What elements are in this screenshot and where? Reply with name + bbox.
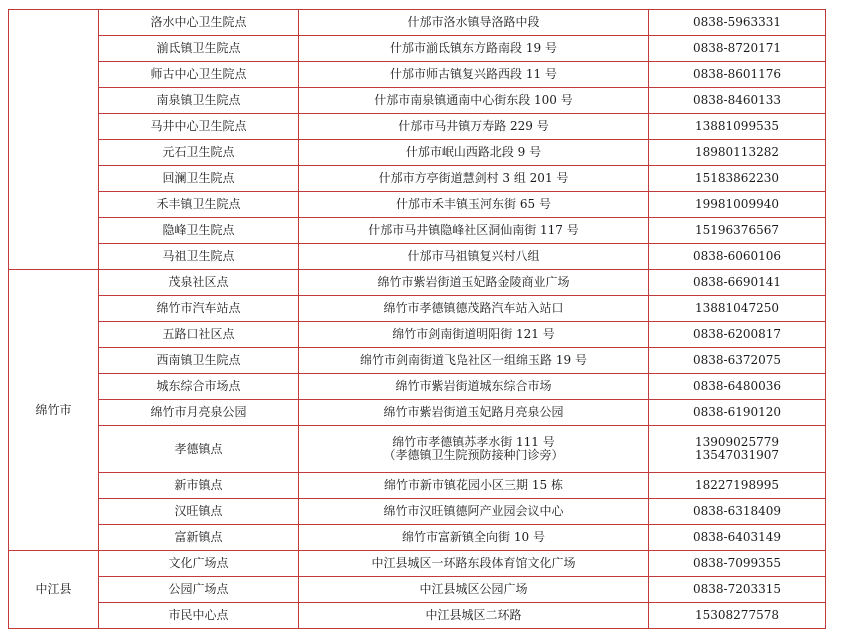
address-cell (299, 270, 649, 296)
site-name-cell: 孝德镇点 (99, 426, 299, 473)
site-name-cell: 湔氐镇卫生院点 (99, 36, 299, 62)
table-row (9, 525, 826, 551)
phone-number: 13881047250 (695, 301, 779, 315)
table-row (9, 218, 826, 244)
address-line: 绵竹市富新镇全向街 10 号 (402, 530, 545, 544)
address-line: 什邡市湔氐镇东方路南段 19 号 (390, 41, 557, 55)
address-cell (299, 62, 649, 88)
site-name-cell: 绵竹市月亮泉公园 (99, 400, 299, 426)
table-row (9, 577, 826, 603)
table-row (9, 166, 826, 192)
city-cell: 中江县 (9, 551, 99, 629)
phone-number: 18227198995 (695, 478, 779, 492)
site-name-cell: 茂泉社区点 (99, 270, 299, 296)
phone-cell (649, 499, 826, 525)
site-name-cell: 五路口社区点 (99, 322, 299, 348)
phone-number: 13547031907 (695, 448, 779, 462)
address-cell (299, 577, 649, 603)
table-row (9, 114, 826, 140)
address-line: 绵竹市剑南街道飞凫社区一组绵玉路 19 号 (360, 353, 587, 367)
address-cell (299, 10, 649, 36)
city-cell: 绵竹市 (9, 270, 99, 551)
address-cell (299, 296, 649, 322)
address-line: 什邡市禾丰镇玉河东街 65 号 (396, 197, 551, 211)
address-line: 中江县城区一环路东段体育馆文化广场 (371, 556, 576, 570)
phone-cell (649, 218, 826, 244)
phone-cell (649, 577, 826, 603)
address-cell (299, 426, 649, 473)
phone-number: 15183862230 (695, 171, 779, 185)
table-row (9, 62, 826, 88)
table-row (9, 140, 826, 166)
phone-number: 15196376567 (695, 223, 779, 237)
address-line: 绵竹市紫岩街道城东综合市场 (395, 379, 552, 393)
site-name-cell: 禾丰镇卫生院点 (99, 192, 299, 218)
address-line: 绵竹市紫岩街道玉妃路月亮泉公园 (383, 405, 564, 419)
table-row (9, 322, 826, 348)
table-row (9, 10, 826, 36)
address-cell (299, 348, 649, 374)
phone-number: 0838-6060106 (692, 249, 782, 263)
phone-number: 0838-7203315 (692, 582, 782, 596)
table-row (9, 551, 826, 577)
phone-cell (649, 114, 826, 140)
phone-cell (649, 473, 826, 499)
phone-cell (649, 62, 826, 88)
phone-cell (649, 374, 826, 400)
phone-number: 18980113282 (695, 145, 779, 159)
phone-number: 0838-6403149 (692, 530, 782, 544)
address-cell (299, 88, 649, 114)
table-row (9, 192, 826, 218)
phone-cell (649, 166, 826, 192)
phone-number: 0838-6190120 (692, 405, 782, 419)
address-cell (299, 114, 649, 140)
site-name-cell: 市民中心点 (99, 603, 299, 629)
phone-number: 0838-5963331 (692, 15, 782, 29)
address-line: 绵竹市紫岩街道玉妃路金陵商业广场 (377, 275, 570, 289)
address-cell (299, 140, 649, 166)
site-name-cell: 洛水中心卫生院点 (99, 10, 299, 36)
address-line: 中江县城区公园广场 (419, 582, 528, 596)
phone-number: 0838-7099355 (692, 556, 782, 570)
phone-number: 0838-6690141 (692, 275, 782, 289)
phone-number: 0838-6318409 (692, 504, 782, 518)
phone-cell (649, 426, 826, 473)
address-cell (299, 218, 649, 244)
table-row (9, 348, 826, 374)
phone-cell (649, 551, 826, 577)
address-cell (299, 525, 649, 551)
table-row (9, 473, 826, 499)
site-name-cell: 富新镇点 (99, 525, 299, 551)
phone-number: 0838-8460133 (692, 93, 782, 107)
table-body (9, 10, 826, 629)
phone-cell (649, 36, 826, 62)
site-name-cell: 南泉镇卫生院点 (99, 88, 299, 114)
phone-number: 0838-6200817 (692, 327, 782, 341)
address-cell (299, 244, 649, 270)
phone-cell (649, 400, 826, 426)
phone-number: 0838-6480036 (692, 379, 782, 393)
address-line: 什邡市马井镇万寿路 229 号 (398, 119, 549, 133)
table-row (9, 270, 826, 296)
site-name-cell: 马井中心卫生院点 (99, 114, 299, 140)
address-line: 什邡市马井镇隐峰社区洞仙南街 117 号 (368, 223, 579, 237)
phone-number: 19981009940 (695, 197, 779, 211)
address-line: 绵竹市孝德镇德茂路汽车站入站口 (383, 301, 564, 315)
address-line: 什邡市师古镇复兴路西段 11 号 (390, 67, 557, 81)
site-name-cell: 西南镇卫生院点 (99, 348, 299, 374)
address-cell (299, 400, 649, 426)
phone-cell (649, 603, 826, 629)
phone-cell (649, 88, 826, 114)
site-name-cell: 城东综合市场点 (99, 374, 299, 400)
phone-cell (649, 525, 826, 551)
phone-cell (649, 348, 826, 374)
address-line: 绵竹市新市镇花园小区三期 15 栋 (384, 478, 563, 492)
site-name-cell: 元石卫生院点 (99, 140, 299, 166)
phone-number: 0838-6372075 (692, 353, 782, 367)
phone-cell (649, 10, 826, 36)
vaccination-sites-table (8, 9, 826, 629)
site-name-cell: 回澜卫生院点 (99, 166, 299, 192)
phone-number: 15308277578 (695, 608, 779, 622)
address-cell (299, 322, 649, 348)
address-cell (299, 166, 649, 192)
address-cell (299, 603, 649, 629)
phone-cell (649, 192, 826, 218)
site-name-cell: 师古中心卫生院点 (99, 62, 299, 88)
address-line: （孝德镇卫生院预防接种门诊旁） (383, 448, 564, 462)
table-row (9, 88, 826, 114)
address-cell (299, 374, 649, 400)
address-cell (299, 473, 649, 499)
address-cell (299, 192, 649, 218)
phone-number: 0838-8720171 (692, 41, 782, 55)
address-line: 什邡市洛水镇导洛路中段 (407, 15, 540, 29)
table-row (9, 296, 826, 322)
address-line: 什邡市南泉镇通南中心街东段 100 号 (374, 93, 573, 107)
table-row (9, 244, 826, 270)
phone-number: 0838-8601176 (692, 67, 782, 81)
phone-cell (649, 140, 826, 166)
address-cell (299, 551, 649, 577)
address-line: 什邡市岷山西路北段 9 号 (405, 145, 542, 159)
site-name-cell: 绵竹市汽车站点 (99, 296, 299, 322)
address-line: 什邡市方亭街道慧剑村 3 组 201 号 (378, 171, 569, 185)
table-row (9, 36, 826, 62)
address-cell (299, 499, 649, 525)
table-row (9, 603, 826, 629)
table-row (9, 400, 826, 426)
address-line: 什邡市马祖镇复兴村八组 (407, 249, 540, 263)
address-line: 绵竹市汉旺镇德阿产业园会议中心 (383, 504, 564, 518)
site-name-cell: 隐峰卫生院点 (99, 218, 299, 244)
phone-cell (649, 296, 826, 322)
phone-cell (649, 322, 826, 348)
table-row (9, 374, 826, 400)
phone-cell (649, 270, 826, 296)
table-row (9, 499, 826, 525)
site-name-cell: 马祖卫生院点 (99, 244, 299, 270)
address-line: 绵竹市孝德镇苏孝水街 111 号 (392, 435, 555, 449)
site-name-cell: 文化广场点 (99, 551, 299, 577)
site-name-cell: 新市镇点 (99, 473, 299, 499)
phone-number: 13909025779 (695, 435, 779, 449)
site-name-cell: 公园广场点 (99, 577, 299, 603)
address-cell (299, 36, 649, 62)
site-name-cell: 汉旺镇点 (99, 499, 299, 525)
phone-cell (649, 244, 826, 270)
city-cell (9, 10, 99, 270)
address-line: 中江县城区二环路 (425, 608, 522, 622)
table-row (9, 426, 826, 473)
phone-number: 13881099535 (695, 119, 779, 133)
address-line: 绵竹市剑南街道明阳街 121 号 (392, 327, 555, 341)
